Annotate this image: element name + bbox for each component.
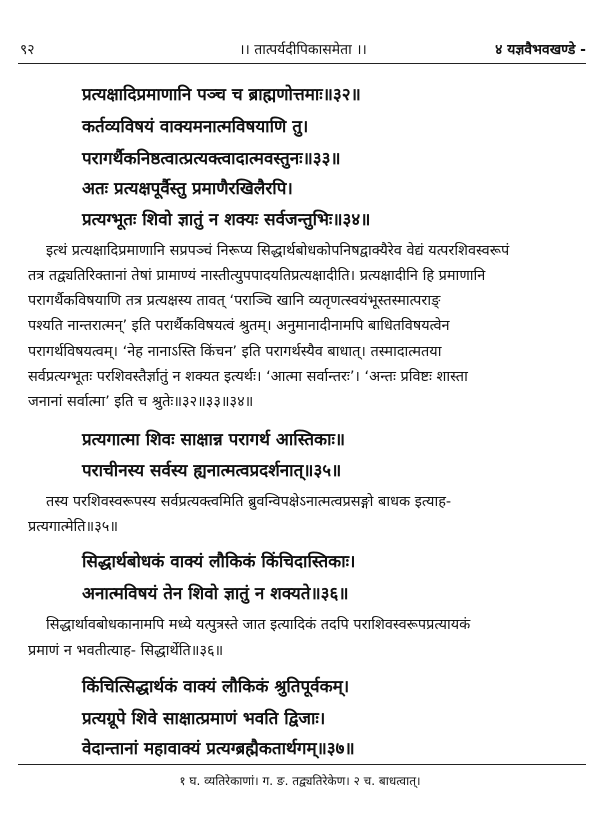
verse-line: प्रत्यक्षादिप्रमाणानि पञ्च च ब्राह्मणोत्तमाः॥३२॥ (82, 85, 361, 105)
verse-line: वेदान्तानां महावाक्यं प्रत्यग्ब्रह्मैकतार्थगम्॥३७॥ (82, 739, 355, 759)
footnote-rule (18, 764, 586, 765)
commentary-line: तस्य परशिवस्वरूपस्य सर्वप्रत्यक्त्वमिति ब्रुवन्विपक्षेऽनात्मत्वप्रसङ्गो बाधक इत्याह- (46, 494, 452, 510)
verse-line: परागर्थैकनिष्ठत्वात्प्रत्यक्त्वादात्मवस्तुनः॥३३॥ (82, 149, 341, 169)
verse-line: प्रत्यग्भूतः शिवो ज्ञातुं न शक्यः सर्वजन्तुभिः॥३४॥ (82, 210, 371, 230)
page-header (20, 40, 586, 64)
verse-line: कर्तव्यविषयं वाक्यमनात्मविषयाणि तु। (82, 117, 309, 137)
section-heading: ४ यज्ञवैभवखण्डे - (495, 42, 586, 58)
commentary-line: प्रमाणं न भवतीत्याह- सिद्धार्थेति॥३६॥ (28, 643, 224, 659)
commentary-line: सर्वप्रत्यग्भूतः परशिवस्तैर्ज्ञातुं न शक्यत इत्यर्थः। ‘आत्मा सर्वान्तरः’। ‘अन्तः प्रविष्टः शास्ता (28, 369, 468, 385)
verse-line: प्रत्यग्रूपे शिवे साक्षात्प्रमाणं भवति द्विजाः। (82, 709, 326, 729)
commentary-line: इत्थं प्रत्यक्षादिप्रमाणानि सप्रपञ्चं निरूप्य सिद्धार्थबोधकोपनिषद्वाक्यैरेव वेद्यं यत्परशिवस्वरूपं (46, 243, 510, 259)
verse-line: अनात्मविषयं तेन शिवो ज्ञातुं न शक्यते॥३६॥ (82, 584, 349, 604)
verse-line: किंचित्सिद्धार्थकं वाक्यं लौकिकं श्रुतिपूर्वकम्। (82, 677, 350, 697)
page-number: ९२ (20, 42, 35, 58)
verse-line: अतः प्रत्यक्षपूर्वैस्तु प्रमाणैरखिलैरपि। (82, 179, 293, 199)
verse-line: सिद्धार्थबोधकं वाक्यं लौकिकं किंचिदास्तिकाः। (82, 552, 356, 572)
commentary-line: पश्यति नान्तरात्मन्’ इति परार्थैकविषयत्वं श्रुतम्। अनुमानादीनामपि बाधितविषयत्वेन (28, 318, 450, 334)
commentary-line: तत्र तद्व्यतिरिक्तानां तेषां प्रामाण्यं नास्तीत्युपपादयतिप्रत्यक्षादीति। प्रत्यक्षादीनि हि प्रमाणानि (28, 268, 486, 284)
commentary-line: परागर्थविषयत्वम्। ‘नेह नानाऽस्ति किंचन’ इति परागर्थस्यैव बाधात्। तस्मादात्मतया (28, 344, 442, 360)
commentary-line: परागर्थैकविषयाणि तत्र प्रत्यक्षस्य तावत् ‘पराञ्चि खानि व्यतृणत्स्वयंभूस्तस्मात्पराङ् (28, 293, 441, 309)
header-rule (18, 63, 586, 64)
footnote: १ घ. व्यतिरेकाणां। ग. ङ. तद्व्यतिरेकेण। २ च. बाधत्वात्। (179, 774, 421, 788)
running-title: ।। तात्पर्यदीपिकासमेता ।। (239, 42, 367, 58)
verse-line: पराचीनस्य सर्वस्य ह्यनात्मत्वप्रदर्शनात्॥३५॥ (82, 461, 342, 481)
commentary-line: जनानां सर्वात्मा’ इति च श्रुतेः॥३२॥३३॥३४॥ (28, 394, 254, 410)
commentary-line: सिद्धार्थावबोधकानामपि मध्ये यत्पुत्रस्ते जात इत्यादिकं तदपि पराशिवस्वरूपप्रत्यायकं (46, 617, 471, 633)
verse-line: प्रत्यगात्मा शिवः साक्षान्न परागर्थ आस्तिकाः॥ (82, 430, 346, 450)
commentary-line: प्रत्यगात्मेति॥३५॥ (28, 519, 119, 535)
